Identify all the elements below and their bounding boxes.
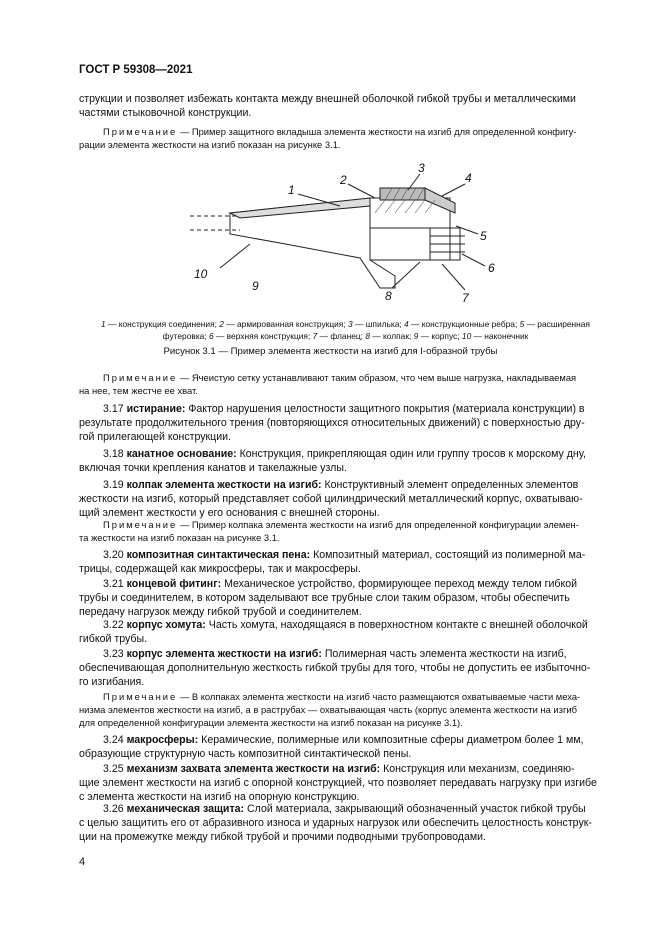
note-text-2: на нее, тем жестче ее хват. xyxy=(79,385,198,396)
figure-label-6: 6 xyxy=(488,261,495,275)
figure-label-3: 3 xyxy=(418,161,425,175)
note-4 xyxy=(79,690,612,729)
intro-line-2: частями стыковочной конструкции. xyxy=(79,107,252,120)
cap-housing xyxy=(370,198,450,260)
standard-header: ГОСТ Р 59308—2021 xyxy=(79,64,193,76)
note-text-3: для определенной конфигурации элемента жесткости на изгиб показан на рисунке 3.1). xyxy=(79,717,463,728)
note-text: — В колпаках элемента жесткости на изгиб часто размещаются охватываемые части меха- xyxy=(177,691,581,702)
figure-label-1: 1 xyxy=(288,183,295,197)
leader-4 xyxy=(442,184,465,196)
leader-7 xyxy=(442,264,465,290)
legend-line-2: футеровка; 6 — верхняя конструкция; 7 — фланец; 8 — колпак; 9 — корпус; 10 — наконечник xyxy=(162,331,529,341)
note-text: — Пример колпака элемента жесткости на изгиб для определенной конфигурации элемен- xyxy=(177,519,579,530)
term-3-25: 3.25 механизм захвата элемента жесткости на изгиб: Конструкция или механизм, соединяю- щие элемент жесткости на изгиб с опорной конструкцией, что позволяет передавать нагрузку при изгибе с элемента жесткости на изгиб на опорную конструкцию. xyxy=(79,763,597,804)
term-3-17: 3.17 истирание: Фактор нарушения целостности защитного покрытия (материала конструкции) в результате продолжительного трения (повторяющихся относительных движений) с поверхностью дру- гой прилегающей конструкции. xyxy=(79,403,585,444)
leader-2 xyxy=(348,184,375,198)
term-3-19: 3.19 колпак элемента жесткости на изгиб: Конструктивный элемент определенных элементов жесткости на изгиб, который представляет собой цилиндрический металлический корпус, охватываю- щий элемент жесткости у его основания с внешней стороны. xyxy=(79,479,583,520)
figure-title: Рисунок 3.1 — Пример элемента жесткости на изгиб для I-образной трубы xyxy=(163,346,498,357)
note-text: — Пример защитного вкладыша элемента жесткости на изгиб для определенной конфигу- xyxy=(177,126,577,137)
leader-5 xyxy=(456,226,478,234)
term-3-26: 3.26 механическая защита: Слой материала, закрывающий обозначенный участок гибкой трубы с целью защитить его от абразивного износа и ударных нагрузок или обеспечить целостность конструк- ции на промежутке между гибкой трубой и прочими подводными трубопроводами. xyxy=(79,803,592,844)
figure-label-4: 4 xyxy=(465,171,472,185)
figure-label-9: 9 xyxy=(252,279,259,293)
note-text: — Ячеистую сетку устанавливают таким образом, что чем выше нагрузка, накладываемая xyxy=(177,372,577,383)
note-label: Примечание xyxy=(103,519,178,530)
note-label: Примечание xyxy=(103,126,178,137)
figure-label-10: 10 xyxy=(194,267,208,281)
figure-legend xyxy=(79,318,612,342)
legend-line-1: 1 — конструкция соединения; 2 — армированная конструкция; 3 — шпилька; 4 — конструкционные ребра; 5 — расширенная xyxy=(101,319,590,329)
note-3 xyxy=(79,518,612,544)
note-label: Примечание xyxy=(103,691,178,702)
note-label: Примечание xyxy=(103,372,178,383)
figure-label-5: 5 xyxy=(480,229,487,243)
term-3-21: 3.21 концевой фитинг: Механическое устройство, формирующее переход между телом гибкой трубы и соединителем, в котором заделывают все трубные слои таким образом, чтобы обеспечить передачу нагрузок между гибкой трубой и соединителем. xyxy=(79,578,578,619)
note-text-2: та жесткости на изгиб показан на рисунке 3.1. xyxy=(79,532,280,543)
intro-line-1: струкции и позволяет избежать контакта между внешней оболочкой гибкой трубы и металлическими xyxy=(79,93,576,105)
bend-stiffener-figure xyxy=(180,158,510,308)
figure-label-8: 8 xyxy=(385,289,392,303)
leader-6 xyxy=(462,254,485,266)
term-3-18: 3.18 канатное основание: Конструкция, прикрепляющая один или группу тросов к морскому дну, включая точки крепления канатов и такелажные узлы. xyxy=(79,448,586,475)
intro-paragraph xyxy=(79,92,612,120)
term-3-24: 3.24 макросферы: Керамические, полимерные или композитные сферы диаметром более 1 мм, образующие структурную часть композитной синтактической пены. xyxy=(79,734,584,761)
page-number: 4 xyxy=(79,856,86,868)
note-text-2: рации элемента жесткости на изгиб показан на рисунке 3.1. xyxy=(79,139,341,150)
note-1 xyxy=(79,125,612,151)
term-3-20: 3.20 композитная синтактическая пена: Композитный материал, состоящий из полимерной ма- трицы, содержащей как микросферы, так и макросферы. xyxy=(79,549,586,576)
reinforced-layer xyxy=(230,198,370,218)
term-3-22: 3.22 корпус хомута: Часть хомута, находящаяся в поверхностном контакте с внешней оболочкой гибкой трубы. xyxy=(79,619,588,646)
leader-8 xyxy=(392,262,420,288)
leader-10 xyxy=(220,244,250,268)
note-text-2: низма элементов жесткости на изгиб, а в раструбах — охватывающая часть (корпус элемента жесткости на изгиб xyxy=(79,704,577,715)
figure-label-2: 2 xyxy=(340,173,347,187)
term-3-23: 3.23 корпус элемента жесткости на изгиб: Полимерная часть элемента жесткости на изгиб, обеспечивающая дополнительную жесткость гибкой трубы для того, чтобы не допустить ее избыточно- го изгибания. xyxy=(79,648,591,689)
note-2 xyxy=(79,371,612,397)
figure-label-7: 7 xyxy=(462,291,469,305)
